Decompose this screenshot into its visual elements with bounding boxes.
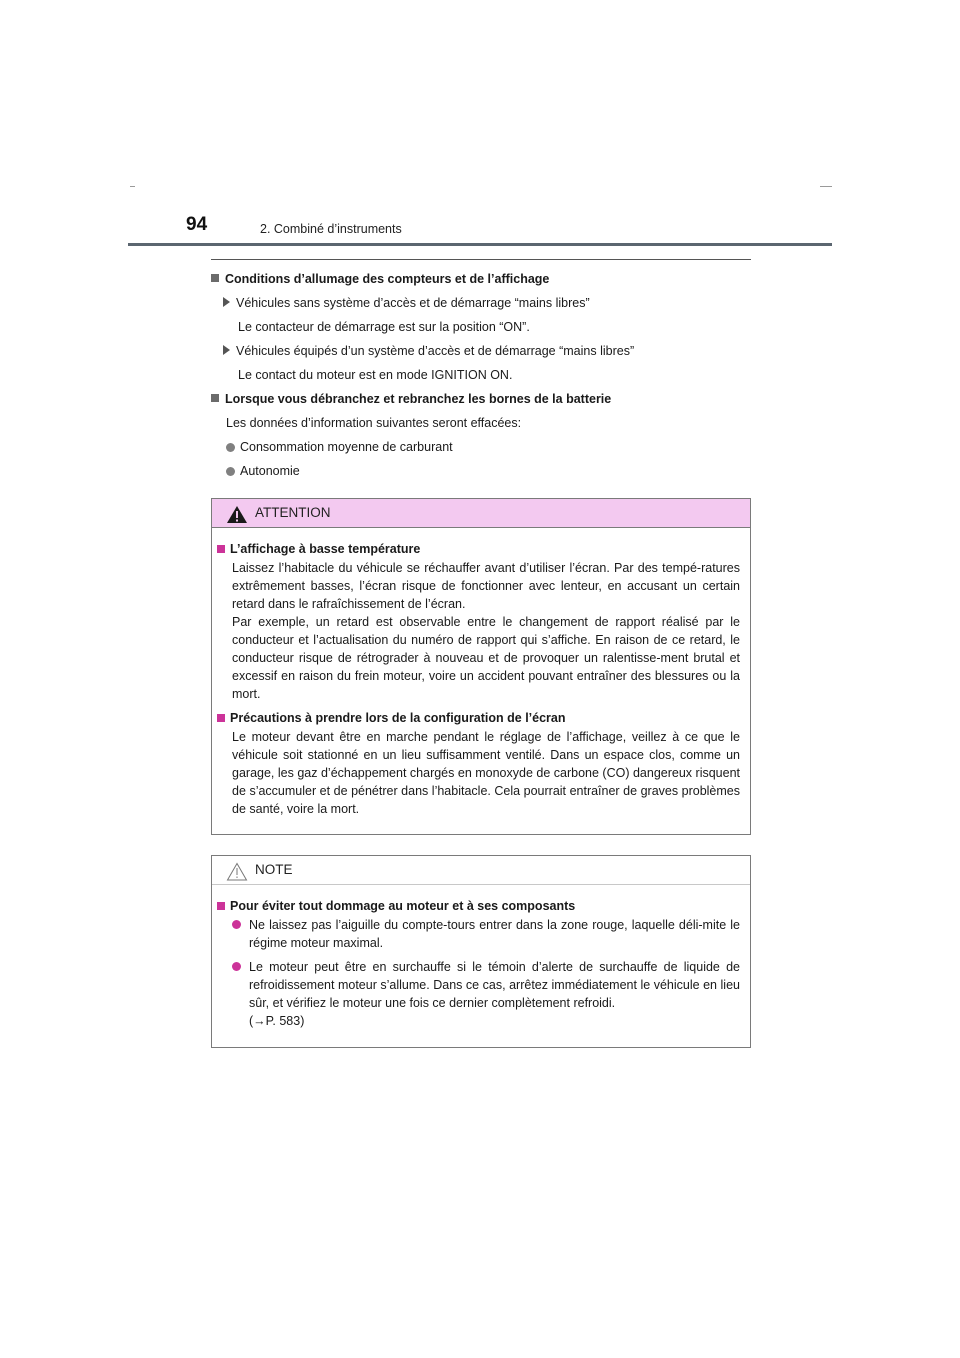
page-header	[128, 214, 832, 248]
sub-item-with-smart-key: Véhicules équipés d’un système d’accès et de démarrage “mains libres”	[223, 341, 751, 361]
square-bullet-icon	[211, 274, 219, 282]
attention-heading-screen-setup: Précautions à prendre lors de la configuration de l’écran	[217, 709, 740, 727]
page-reference: (→P. 583)	[249, 1014, 305, 1028]
paragraph-start-switch-on: Le contacteur de démarrage est sur la position “ON”.	[238, 320, 530, 334]
note-list-item: Le moteur peut être en surchauffe si le témoin d’alerte de surchauffe de liquide de refroidissement moteur s’allume. Dans ce cas, arrêtez immédiatement le véhicule en lieu sûr, et vérifiez le moteur une fois ce dernier complètement refroidi. (→P. 583)	[232, 958, 740, 1030]
round-bullet-icon	[226, 443, 235, 452]
attention-paragraph: Le moteur devant être en marche pendant le réglage de l’affichage, veillez à ce que le véhicule soit stationné en un lieu suffisamment ventilé. Dans un espace clos, comme un garage, les gaz d’échappement chargés en monoxyde de carbone (CO) dangereux risquent de s’accumuler et de pénétrer dans l’habitacle. Cela pourrait entraîner de graves problèmes de santé, voire la mort.	[232, 730, 740, 816]
attention-paragraph: Laissez l’habitacle du véhicule se réchauffer avant d’utiliser l’écran. Par des tempé-ratures extrêmement basses, l’écran risque de fonctionner avec lenteur, en accusant un certain retard dans le rafraîchissement de l’écran. Par exemple, un retard est observable entre le changement de rapport réalisé par le conducteur et l’actualisation du numéro de rapport qui s’affiche. En raison de ce retard, le conducteur risque de rétrograder à nouveau et de provoquer un ralentisse-ment brutal et excessif en raison du frein moteur, voire un accident pouvant entraîner des blessures ou la mort.	[232, 561, 740, 701]
square-bullet-icon	[211, 394, 219, 402]
crop-mark-right	[820, 186, 832, 187]
chapter-title: 2. Combiné d’instruments	[260, 222, 402, 236]
attention-header	[212, 499, 750, 528]
square-bullet-icon	[217, 902, 225, 910]
caution-outline-icon	[226, 862, 248, 881]
note-title: NOTE	[255, 862, 293, 877]
note-list-item: Ne laissez pas l’aiguille du compte-tours entrer dans la zone rouge, laquelle déli-mite le régime moteur maximal.	[232, 916, 740, 952]
paragraph-data-erased: Les données d’information suivantes seront effacées:	[226, 416, 522, 430]
note-box	[211, 855, 751, 1048]
main-content	[211, 259, 751, 485]
round-bullet-icon	[226, 467, 235, 476]
attention-body	[212, 528, 750, 818]
page-number: 94	[186, 214, 208, 235]
attention-heading-low-temp: L’affichage à basse température	[217, 540, 740, 558]
crop-mark-left	[130, 186, 135, 187]
square-bullet-icon	[217, 714, 225, 722]
list-item: Autonomie	[226, 461, 751, 481]
attention-title: ATTENTION	[255, 505, 331, 520]
note-body	[212, 885, 750, 1030]
triangle-bullet-icon	[223, 297, 230, 307]
warning-triangle-icon	[226, 505, 248, 524]
sub-item-without-smart-key: Véhicules sans système d’accès et de démarrage “mains libres”	[223, 293, 751, 313]
section-divider	[211, 259, 751, 260]
round-bullet-icon	[232, 920, 241, 929]
round-bullet-icon	[232, 962, 241, 971]
attention-box	[211, 498, 751, 835]
list-item: Consommation moyenne de carburant	[226, 437, 751, 457]
note-heading: Pour éviter tout dommage au moteur et à ses composants	[217, 897, 740, 915]
paragraph-ignition-on: Le contact du moteur est en mode IGNITION ON.	[238, 368, 513, 382]
triangle-bullet-icon	[223, 345, 230, 355]
note-header	[212, 856, 750, 885]
section-heading-battery: Lorsque vous débranchez et rebranchez les bornes de la batterie	[211, 389, 751, 409]
square-bullet-icon	[217, 545, 225, 553]
section-heading-conditions: Conditions d’allumage des compteurs et de l’affichage	[211, 269, 751, 289]
header-rule	[128, 243, 832, 246]
